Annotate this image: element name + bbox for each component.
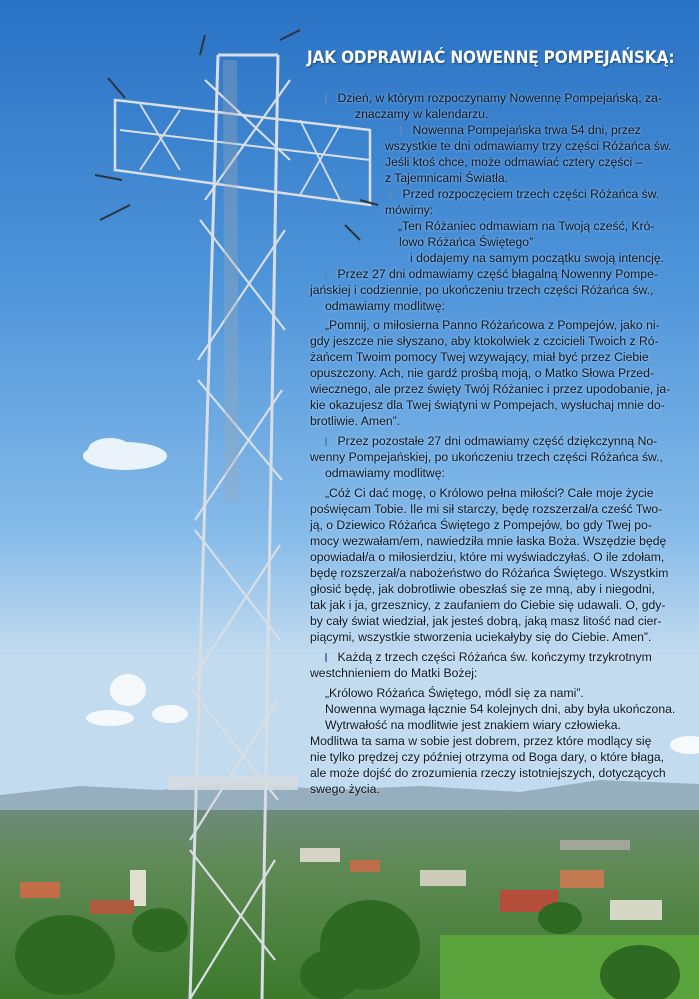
text-line: jańskiej i codziennie, po ukończeniu trzech części Różańca św., (310, 283, 654, 297)
text-line: by cały świat wiedział, jak jesteś dobrą, jaką masz litość nad cier- (310, 614, 662, 628)
paragraph-marker (325, 437, 327, 446)
text-line: z Tajemnicami Światła. (385, 171, 509, 185)
text-line: piącymi, wszystkie stworzenia uciekałyby się do Ciebie. Amen”. (310, 630, 652, 644)
text-line: będę rozszerzał/a nabożeństwo do Różańca Świętego. Wszystkim (310, 566, 669, 580)
text-line: Przez pozostałe 27 dni odmawiamy część dziękczynną No- (325, 434, 657, 449)
page-title: JAK ODPRAWIAĆ NOWENNĘ POMPEJAŃSKĄ: (307, 48, 675, 67)
text-line: Dzień, w którym rozpoczynamy Nowennę Pompejańską, za- (325, 91, 691, 106)
text-line: westchnieniem do Matki Bożej: (310, 666, 478, 680)
text-line: „Królowo Różańca Świętego, módl się za nami”. (325, 686, 584, 700)
text-line: Modlitwa ta sama w sobie jest dobrem, przez które modlący się (310, 734, 652, 748)
paragraph-marker (325, 94, 327, 103)
paragraph-marker (390, 190, 392, 199)
text-line: znaczamy w kalendarzu. (355, 107, 489, 121)
text-line: swego życia. (310, 782, 380, 796)
text-line: poświęcam Tobie. Ile mi sił starczy, będę rozszerzał/a cześć Two- (310, 502, 663, 516)
text-line: mocy wezwałam/em, nawiedziła mnie łaska Boża. Wszędzie będę (310, 534, 667, 548)
text-line: „Pomnij, o miłosierna Panno Różańcowa z Pompejów, jako ni- (325, 318, 660, 332)
text-line: Jeśli ktoś chce, może odmawiać cztery części – (385, 155, 643, 169)
paragraph-marker (325, 270, 327, 279)
text-line: wiecznego, ale przez święty Twój Różaniec i przez upodobanie, ja- (310, 382, 671, 396)
text-line: głosić będę, jak dobrotliwie obeszłaś się ze mną, aby i niegodni, (310, 582, 655, 596)
text-line: Przez 27 dni odmawiamy część błagalną Nowenny Pompe- (325, 267, 658, 282)
text-line: odmawiamy modlitwę: (325, 466, 445, 480)
text-line: opowiadał/a o miłosierdziu, które mi wyświadczyłaś. O ile zdołam, (310, 550, 665, 564)
text-line: Nowenna Pompejańska trwa 54 dni, przez (400, 123, 641, 138)
text-line: kie okazujesz dla Twej świątyni w Pompejach, wysłuchaj mnie do- (310, 398, 665, 412)
text-line: opuszczony. Ach, nie gardź prośbą moją, o Matko Słowa Przed- (310, 366, 654, 380)
text-line: Przed rozpoczęciem trzech części Różańca św. (390, 187, 659, 202)
text-line: mówimy: (385, 203, 434, 217)
text-line: i dodajemy na samym początku swoją intencję. (410, 251, 665, 265)
text-line: Nowenna wymaga łącznie 54 kolejnych dni, aby była ukończona. (325, 702, 676, 716)
text-line: odmawiamy modlitwę: (325, 299, 445, 313)
text-line: „Ten Różaniec odmawiam na Twoją cześć, Kró- (398, 219, 655, 233)
text-line: nie tylko prędzej czy później otrzyma od Boga dary, o które błaga, (310, 750, 665, 764)
text-line: żańcem Twoim pomocy Twej wzywający, miał być przez Ciebie (310, 350, 649, 364)
paragraph-marker (325, 653, 327, 662)
text-line: Każdą z trzech części Różańca św. kończymy trzykrotnym (325, 650, 652, 665)
text-line: brotliwie. Amen”. (310, 414, 401, 428)
text-line: ją, o Dziewico Różańca Świętego z Pompejów, bo gdy Twej po- (310, 518, 652, 532)
text-line: „Cóż Ci dać mogę, o Królowo pełna miłości? Całe moje życie (325, 486, 654, 500)
text-line: gdy jeszcze nie słyszano, aby ktokolwiek z czcicieli Twoich z Ró- (310, 334, 659, 348)
text-line: wszystkie te dni odmawiamy trzy części Różańca św. (385, 139, 672, 153)
text-line: lowo Różańca Świętego” (399, 235, 534, 249)
text-line: wenny Pompejańskiej, po ukończeniu trzech części Różańca św., (310, 450, 663, 464)
paragraph-marker (400, 126, 402, 135)
text-line: tak jak i ja, grzesznicy, z zaufaniem do Ciebie się udawali. O, gdy- (310, 598, 666, 612)
text-line: Wytrwałość na modlitwie jest znakiem wiary człowieka. (325, 718, 621, 732)
text-line: ale może dojść do zrozumienia rzeczy istotniejszych, dotyczących (310, 766, 666, 780)
